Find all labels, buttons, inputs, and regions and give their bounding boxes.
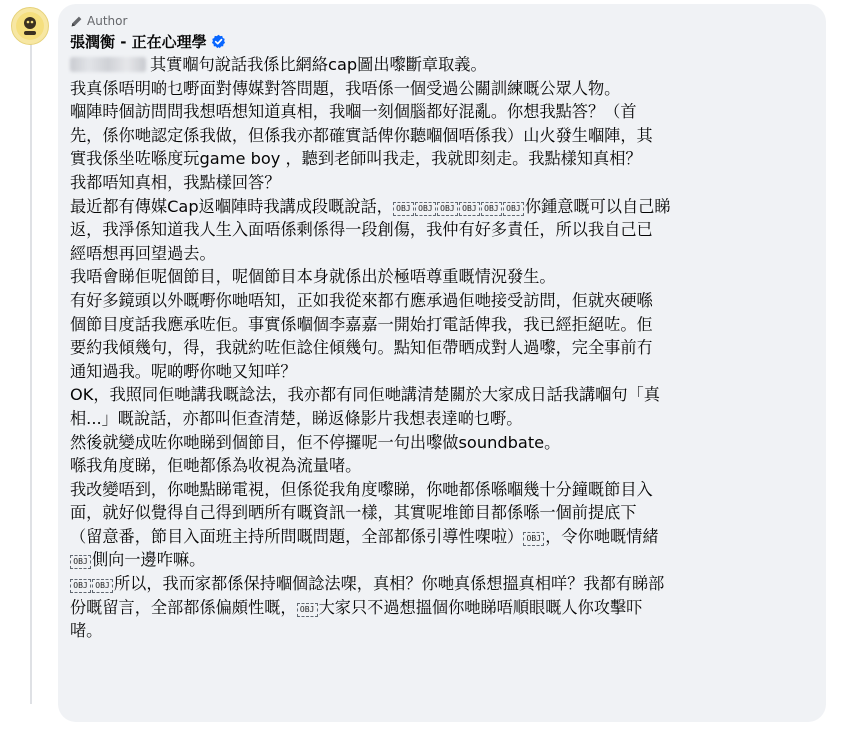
author-badge-label: Author [87, 14, 128, 28]
obj-placeholder-icon [92, 579, 113, 593]
verified-badge-icon [211, 34, 226, 49]
comment-line [70, 195, 814, 219]
comment-text-segment: 我都唔知真相，我點樣回答？ [70, 172, 281, 192]
comment-line [70, 171, 814, 195]
comment-line [70, 336, 814, 360]
obj-placeholder-icon [503, 202, 524, 216]
comment-text-segment: 側向一邊咋嘛。 [92, 550, 206, 570]
comment-line [70, 431, 814, 455]
comment-line [70, 218, 814, 242]
comment-text-segment: 面，就好似覺得自己得到晒所有嘅資訊一樣，其實呢堆節目都係喺一個前提底下 [70, 503, 637, 523]
avatar-logo-icon [15, 11, 45, 41]
comment-bubble [58, 4, 826, 722]
comment-text-segment: （留意番，節目入面班主持所問嘅問題，全部都係引導性㗎啦） [70, 526, 524, 546]
comment-line [70, 124, 814, 148]
comment-line [70, 478, 814, 502]
comment-text-segment: 其實嗰句說話我係比網絡cap圖出嚟斷章取義。 [150, 55, 487, 74]
obj-placeholder-icon [523, 532, 544, 546]
obj-placeholder-icon [70, 579, 91, 593]
comment-text-segment: 大家只不過想搵個你哋睇唔順眼嘅人你攻擊吓 [318, 597, 643, 617]
comment-text-segment: 喺我角度睇，佢哋都係為收視為流量啫。 [70, 456, 362, 476]
comment-text-segment: 份嘅留言，全部都係偏頗性嘅， [70, 597, 297, 617]
redacted-name [70, 57, 146, 72]
comment-line [70, 407, 814, 431]
comment-text-segment: 有好多鏡頭以外嘅嘢你哋唔知，正如我從來都冇應承過佢哋接受訪問，佢就夾硬喺 [70, 290, 653, 310]
comment-line [70, 289, 814, 313]
comment-text [70, 53, 814, 643]
comment-text-segment: 我真係唔明啲乜嘢面對傳媒對答問題，我唔係一個受過公關訓練嘅公眾人物。 [70, 78, 621, 98]
comment-text-segment: 我唔會睇佢呢個節目，呢個節目本身就係出於極唔尊重嘅情況發生。 [70, 267, 556, 287]
comment-text-segment: OK，我照同佢哋講我嘅諗法，我亦都有同佢哋講清楚關於大家成日話我講嗰句「真 [70, 385, 660, 405]
comment-line [70, 454, 814, 478]
comment-line [70, 619, 814, 643]
author-badge [70, 13, 814, 29]
pencil-icon [70, 15, 83, 28]
comment-line [70, 383, 814, 407]
comment-line [70, 242, 814, 266]
comment-text-segment: 我改變唔到，你哋點睇電視，但係從我角度嚟睇，你哋都係喺嗰幾十分鐘嘅節目入 [70, 479, 653, 499]
comment-text-segment: 返，我淨係知道我人生入面唔係剩係得一段創傷，我仲有好多責任，所以我自己已 [70, 220, 653, 240]
comment-line [70, 525, 814, 549]
comment-text-segment: 要約我傾幾句，得，我就約咗佢諗住傾幾句。點知佢帶晒成對人過嚟，完全事前冇 [70, 338, 653, 358]
comment-line [70, 596, 814, 620]
comment-text-segment: 然後就變成咗你哋睇到個節目，佢不停攞呢一句出嚟做soundbate。 [70, 432, 561, 452]
comment-line [70, 313, 814, 337]
comment-line [70, 265, 814, 289]
comment-text-segment: 先，係你哋認定係我做，但係我亦都確實話俾你聽嗰個唔係我）山火發生嗰陣，其 [70, 125, 653, 145]
comment-text-segment: 實我係坐咗喺度玩game boy ，聽到老師叫我走，我就即刻走。我點樣知真相？ [70, 149, 642, 169]
comment-text-segment: 經唔想再回望過去。 [70, 243, 216, 263]
comment-line [70, 501, 814, 525]
avatar[interactable] [11, 7, 49, 45]
obj-placeholder-icon [437, 202, 458, 216]
obj-placeholder-icon [481, 202, 502, 216]
comment-line [70, 53, 814, 77]
obj-placeholder-icon [297, 603, 318, 617]
comment-line [70, 77, 814, 101]
comment-line [70, 572, 814, 596]
comment-text-segment: 你鍾意嘅可以自己睇 [524, 196, 671, 216]
comment-text-segment: ，令你哋嘅情緒 [545, 526, 659, 546]
comment-text-segment: 最近都有傳媒Cap返嗰陣時我講成段嘅說話， [70, 196, 393, 216]
comment-text-segment: 相...」嘅說話，亦都叫佢查清楚，睇返條影片我想表達啲乜嘢。 [70, 408, 523, 428]
comment-line [70, 100, 814, 124]
comment-text-segment: 所以，我而家都係保持嗰個諗法㗎，真相？你哋真係想搵真相咩？我都有睇部 [114, 574, 665, 594]
comment-text-segment: 個節目度話我應承咗佢。事實係嗰個李嘉嘉一開始打電話俾我，我已經拒絕咗。佢 [70, 314, 653, 334]
comment-text-segment: 啫。 [70, 621, 103, 641]
comment-text-segment: 嗰陣時個訪問問我想唔想知道真相，我嗰一刻個腦都好混亂。你想我點答？（首 [70, 102, 637, 122]
comment-line [70, 548, 814, 572]
author-name[interactable]: 張潤衡 - 正在心理學 [70, 32, 207, 51]
obj-placeholder-icon [393, 202, 414, 216]
comment-line [70, 147, 814, 171]
obj-placeholder-icon [70, 555, 91, 569]
comment-text-segment: 通知過我。呢啲嘢你哋又知咩？ [70, 361, 297, 381]
comment-line [70, 360, 814, 384]
obj-placeholder-icon [459, 202, 480, 216]
thread-line [30, 44, 32, 704]
author-row [70, 31, 814, 51]
obj-placeholder-icon [415, 202, 436, 216]
